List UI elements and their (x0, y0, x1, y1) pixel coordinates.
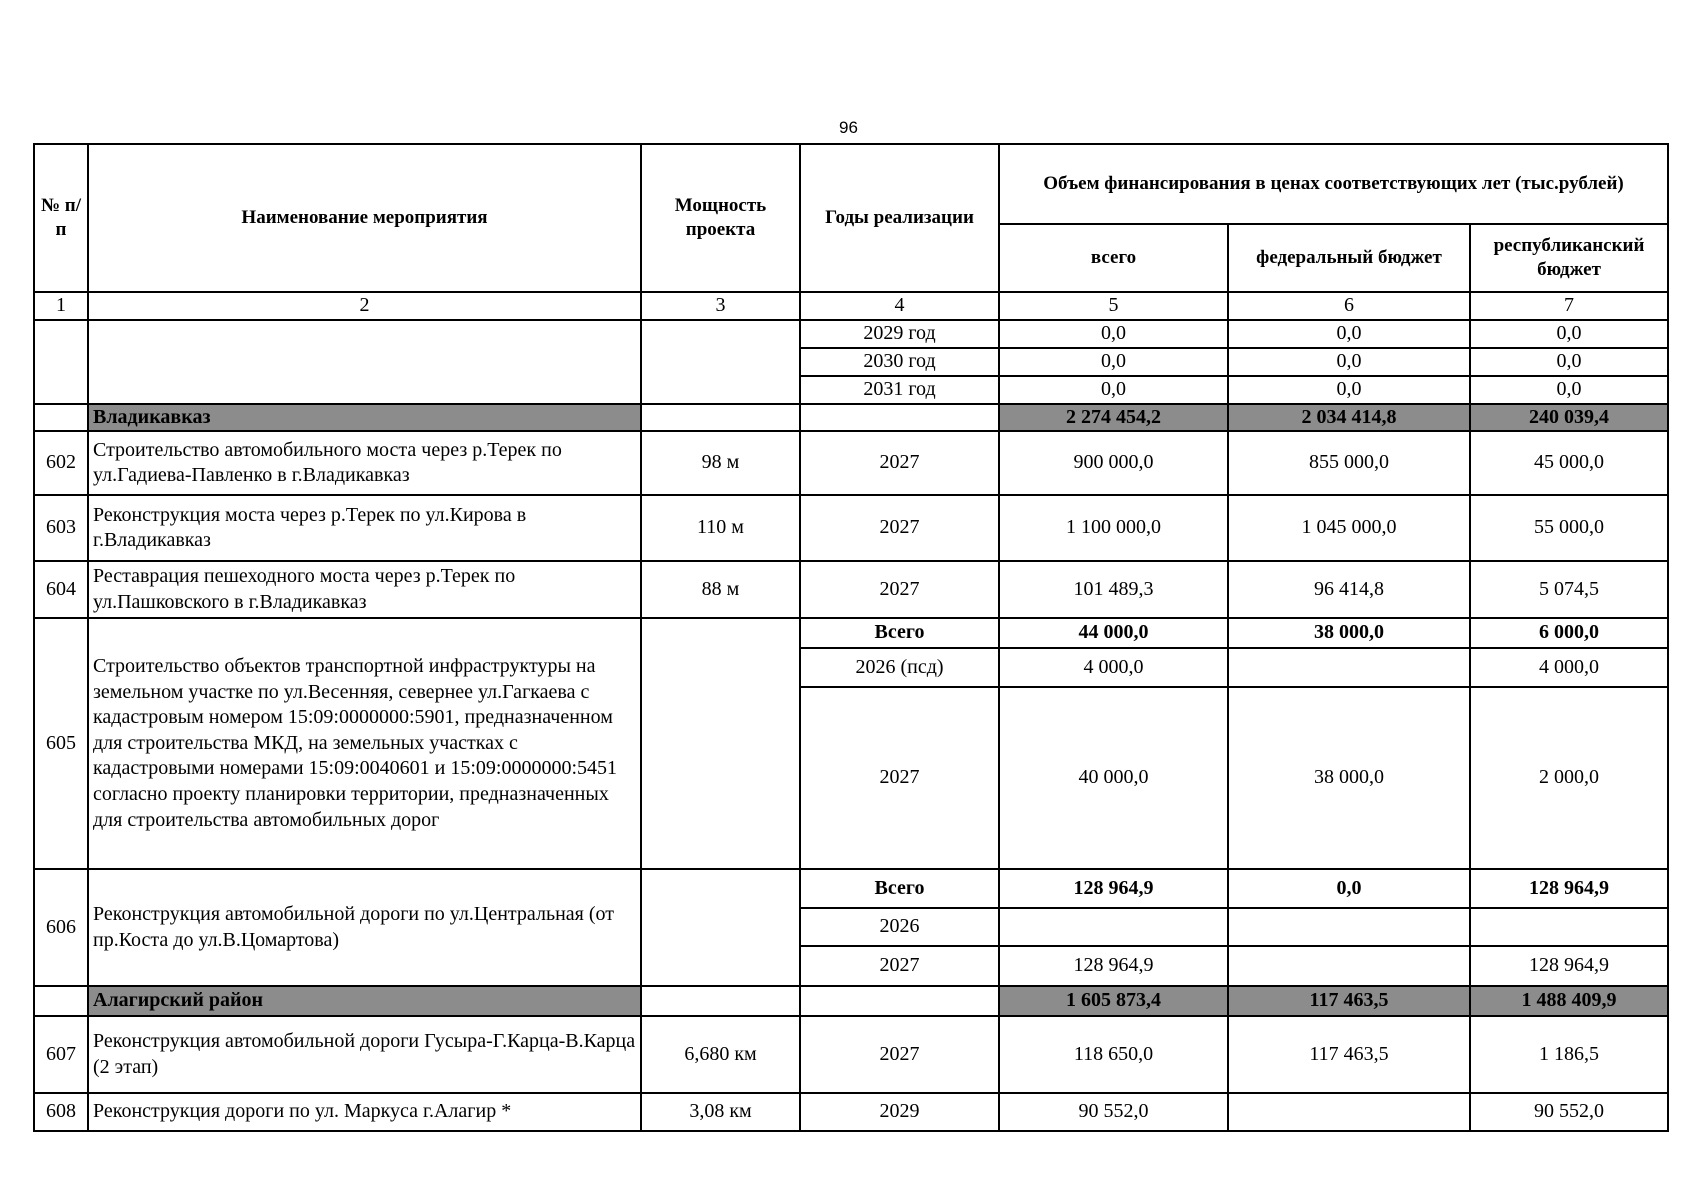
row-federal: 855 000,0 (1228, 431, 1470, 495)
region-total: 2 274 454,2 (999, 404, 1228, 432)
row-republic: 1 186,5 (1470, 1016, 1668, 1093)
col-number: 6 (1228, 292, 1470, 320)
table-row-602 (34, 431, 1668, 495)
row-power: 6,680 км (641, 1016, 800, 1093)
row-federal: 1 045 000,0 (1228, 495, 1470, 561)
row-num: 606 (34, 869, 88, 986)
row-republic: 128 964,9 (1470, 869, 1668, 908)
row-republic: 55 000,0 (1470, 495, 1668, 561)
row-federal: 117 463,5 (1228, 1016, 1470, 1093)
header-name: Наименование мероприятия (88, 144, 641, 292)
table-row-607 (34, 1016, 1668, 1093)
row-republic (1470, 908, 1668, 946)
row-year: 2027 (800, 1016, 999, 1093)
table-row-605-sum (34, 618, 1668, 648)
region-federal: 117 463,5 (1228, 986, 1470, 1016)
empty-cell (641, 869, 800, 986)
col-number: 4 (800, 292, 999, 320)
total-cell: 0,0 (999, 348, 1228, 376)
total-cell: 0,0 (999, 376, 1228, 404)
row-year: Всего (800, 869, 999, 908)
row-year: 2027 (800, 495, 999, 561)
header-power: Мощность проекта (641, 144, 800, 292)
row-year: 2027 (800, 687, 999, 869)
row-total: 44 000,0 (999, 618, 1228, 648)
row-name: Реконструкция дороги по ул. Маркуса г.Алагир * (88, 1093, 641, 1131)
row-num: 602 (34, 431, 88, 495)
total-cell: 0,0 (999, 320, 1228, 348)
row-federal: 96 414,8 (1228, 561, 1470, 618)
region-row-alagir (34, 986, 1668, 1016)
row-federal (1228, 648, 1470, 687)
row-num: 607 (34, 1016, 88, 1093)
empty-cell (641, 320, 800, 404)
row-republic: 6 000,0 (1470, 618, 1668, 648)
header-years: Годы реализации (800, 144, 999, 292)
header-federal: федеральный бюджет (1228, 224, 1470, 292)
empty-cell (641, 986, 800, 1016)
region-republic: 240 039,4 (1470, 404, 1668, 432)
row-republic: 45 000,0 (1470, 431, 1668, 495)
row-federal (1228, 908, 1470, 946)
table-row-604 (34, 561, 1668, 618)
empty-cell (800, 404, 999, 432)
row-federal: 0,0 (1228, 869, 1470, 908)
col-number: 2 (88, 292, 641, 320)
row-name: Реставрация пешеходного моста через р.Терек по ул.Пашковского в г.Владикавказ (88, 561, 641, 618)
row-federal: 38 000,0 (1228, 687, 1470, 869)
table-row-608 (34, 1093, 1668, 1131)
row-federal: 38 000,0 (1228, 618, 1470, 648)
federal-cell: 0,0 (1228, 376, 1470, 404)
row-power: 98 м (641, 431, 800, 495)
row-power: 88 м (641, 561, 800, 618)
row-total: 40 000,0 (999, 687, 1228, 869)
header-row-1 (34, 144, 1668, 224)
empty-cell (641, 404, 800, 432)
federal-cell: 0,0 (1228, 320, 1470, 348)
row-total: 128 964,9 (999, 869, 1228, 908)
year-cell: 2031 год (800, 376, 999, 404)
row-num: 605 (34, 618, 88, 869)
row-total: 1 100 000,0 (999, 495, 1228, 561)
col-number: 7 (1470, 292, 1668, 320)
row-republic: 128 964,9 (1470, 946, 1668, 986)
row-total: 4 000,0 (999, 648, 1228, 687)
header-funding: Объем финансирования в ценах соответствующих лет (тыс.рублей) (999, 144, 1668, 224)
row-name: Реконструкция моста через р.Терек по ул.Кирова в г.Владикавказ (88, 495, 641, 561)
col-number: 5 (999, 292, 1228, 320)
header-num: № п/п (34, 144, 88, 292)
year-cell: 2030 год (800, 348, 999, 376)
row-republic: 5 074,5 (1470, 561, 1668, 618)
empty-cell (800, 986, 999, 1016)
table-row (34, 320, 1668, 348)
header-republic: республиканский бюджет (1470, 224, 1668, 292)
empty-cell (34, 320, 88, 404)
region-name: Алагирский район (88, 986, 641, 1016)
row-num: 603 (34, 495, 88, 561)
republic-cell: 0,0 (1470, 320, 1668, 348)
row-year: 2027 (800, 946, 999, 986)
row-name: Строительство объектов транспортной инфраструктуры на земельном участке по ул.Весенняя, севернее ул.Гагкаева с кадастровым номером 15:09:0000000:5901, предназначенном для строительства МКД, на земельных участках с кадастровыми номерами 15:09:0040601 и 15:09:0000000:5451 согласно проекту планировки территории, предназначенных для строительства автомобильных дорог (88, 618, 641, 869)
row-year: Всего (800, 618, 999, 648)
republic-cell: 0,0 (1470, 348, 1668, 376)
row-total (999, 908, 1228, 946)
region-total: 1 605 873,4 (999, 986, 1228, 1016)
republic-cell: 0,0 (1470, 376, 1668, 404)
table-row-603 (34, 495, 1668, 561)
funding-table (33, 143, 1669, 1132)
row-republic: 4 000,0 (1470, 648, 1668, 687)
row-num: 608 (34, 1093, 88, 1131)
empty-cell (34, 986, 88, 1016)
column-numbers-row (34, 292, 1668, 320)
empty-cell (88, 320, 641, 404)
empty-cell (641, 618, 800, 869)
row-federal (1228, 946, 1470, 986)
row-power: 110 м (641, 495, 800, 561)
empty-cell (34, 404, 88, 432)
region-federal: 2 034 414,8 (1228, 404, 1470, 432)
col-number: 1 (34, 292, 88, 320)
row-republic: 90 552,0 (1470, 1093, 1668, 1131)
region-name: Владикавказ (88, 404, 641, 432)
row-name: Реконструкция автомобильной дороги Гусыра-Г.Карца-В.Карца (2 этап) (88, 1016, 641, 1093)
row-year: 2026 (псд) (800, 648, 999, 687)
row-total: 90 552,0 (999, 1093, 1228, 1131)
row-num: 604 (34, 561, 88, 618)
row-total: 128 964,9 (999, 946, 1228, 986)
region-row-vladikavkaz (34, 404, 1668, 432)
row-power: 3,08 км (641, 1093, 800, 1131)
row-year: 2029 (800, 1093, 999, 1131)
row-total: 101 489,3 (999, 561, 1228, 618)
row-name: Реконструкция автомобильной дороги по ул.Центральная (от пр.Коста до ул.В.Цомартова) (88, 869, 641, 986)
row-name: Строительство автомобильного моста через р.Терек по ул.Гадиева-Павленко в г.Владикавказ (88, 431, 641, 495)
region-republic: 1 488 409,9 (1470, 986, 1668, 1016)
table-row-606-sum (34, 869, 1668, 908)
federal-cell: 0,0 (1228, 348, 1470, 376)
row-year: 2027 (800, 561, 999, 618)
row-total: 118 650,0 (999, 1016, 1228, 1093)
row-federal (1228, 1093, 1470, 1131)
row-republic: 2 000,0 (1470, 687, 1668, 869)
row-year: 2026 (800, 908, 999, 946)
row-year: 2027 (800, 431, 999, 495)
year-cell: 2029 год (800, 320, 999, 348)
row-total: 900 000,0 (999, 431, 1228, 495)
header-total: всего (999, 224, 1228, 292)
page-number: 96 (839, 118, 858, 137)
col-number: 3 (641, 292, 800, 320)
